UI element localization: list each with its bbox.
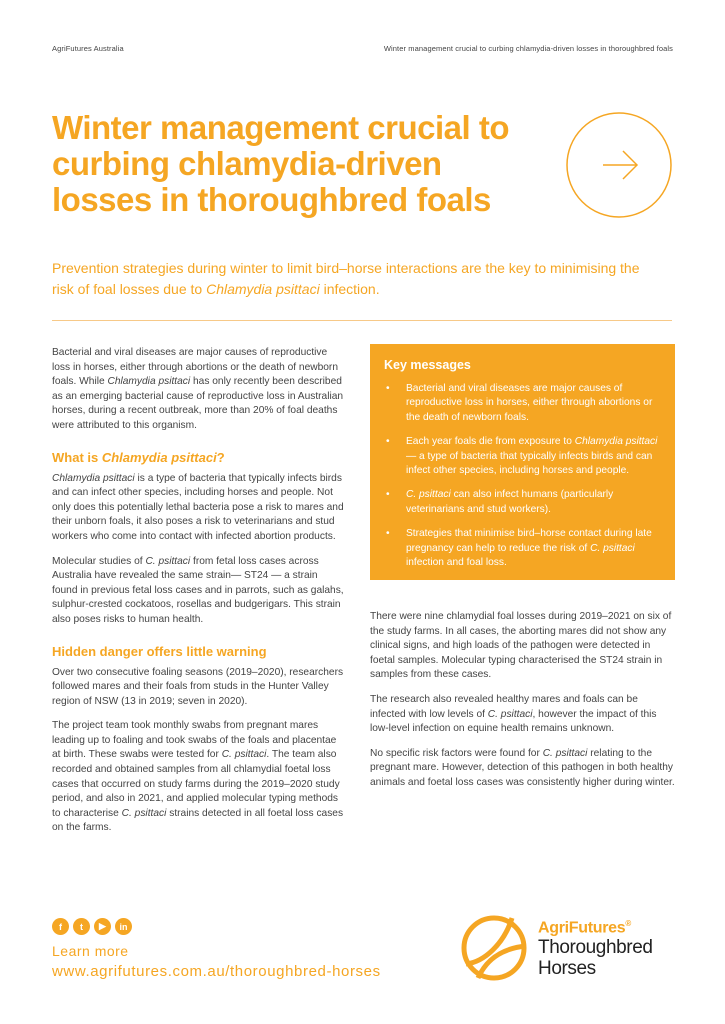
facebook-icon[interactable]: f [52,918,69,935]
header-publisher: AgriFutures Australia [52,44,124,53]
molecular-paragraph: Molecular studies of C. psittaci from fetal loss cases across Australia have revealed the same strain— ST24 — a strain found in previous fetal loss cases and in parrots, such as galahs, sulphur-crested cockatoos, rosellas and budgerigars. This strain also poses risks to human health. [52,555,344,625]
logo-line-thoroughbred: Thoroughbred [538,937,653,959]
website-link[interactable]: www.agrifutures.com.au/thoroughbred-horses [52,963,381,980]
arrow-right-icon [565,111,673,219]
risk-factors-paragraph: No specific risk factors were found for C. psittaci relating to the pregnant mare. However, detection of this pathogen in both healthy animals and foetal loss cases was consistently higher during winter. [370,747,675,788]
youtube-icon[interactable]: ▶ [94,918,111,935]
healthy-mares-paragraph: The research also revealed healthy mares and foals can be infected with low levels of C. psittaci, however the impact of this low-level infection on equine health remains unknown. [370,693,657,735]
key-messages-list [384,382,661,570]
subtitle: Prevention strategies during winter to limit bird–horse interactions are the key to minimising the risk of foal losses due to Chlamydia psittaci infection. [52,260,640,297]
logo-line-horses: Horses [538,958,596,980]
logo-line-agrifutures: AgriFutures® [538,919,631,937]
definition-paragraph: Chlamydia psittaci is a type of bacteria that typically infects birds and can infect other species, including horses and people. Not only does this potentially lethal bacteria pose a risk to mares and their unborn foals, it also poses a risk to veterinarians and stud workers who come into contact with infected abortion products. [52,472,344,542]
page-title: Winter management crucial to curbing chlamydia-driven losses in thoroughbred foals [52,109,509,218]
key-message-item: • Strategies that minimise bird–horse contact during late pregnancy can help to reduce the risk of C. psittaci infection and foal loss. [384,527,661,570]
foal-losses-paragraph: There were nine chlamydial foal losses during 2019–2021 on six of the study farms. In all cases, the aborting mares did not show any clinical signs, and high loads of the pathogen were detected in foetal samples. Molecular typing characterised the ST24 strain in samples from these cases. [370,611,672,681]
social-links [52,918,132,935]
learn-more-label: Learn more [52,943,129,959]
project-paragraph: The project team took monthly swabs from pregnant mares leading up to foaling and took swabs of the foals and placentae at birth. These swabs were tested for C. psittaci. The team also recorded and obtained samples from all chlamydial foetal loss cases that occurred on study farms during the 2019–2020 study period, and also in 2021, and applied molecular typing methods to characterise C. psittaci strains detected in all foetal loss cases on the farms. [52,720,344,834]
agrifutures-logo-icon [458,912,530,984]
header-running-title: Winter management crucial to curbing chlamydia-driven losses in thoroughbred foals [383,44,673,53]
heading-what-is: What is Chlamydia psittaci? [52,449,225,465]
key-message-item: • C. psittaci can also infect humans (particularly veterinarians and stud workers). [384,488,661,517]
seasons-paragraph: Over two consecutive foaling seasons (2019–2020), researchers followed mares and their foals from studs in the Hunter Valley region of NSW (13 in 2019; seven in 2020). [52,666,344,707]
logo-wordmark [538,915,653,979]
intro-paragraph: Bacterial and viral diseases are major causes of reproductive loss in horses, either through abortions or the death of newborn foals. While Chlamydia psittaci has only recently been described as an emerging bacterial cause of reproductive loss in Australian horses, during a recent outbreak, more than 20% of foal deaths were attributed to this organism. [52,347,344,431]
key-messages-box [370,344,675,580]
heading-hidden-danger: Hidden danger offers little warning [52,643,267,659]
key-messages-title: Key messages [384,358,471,372]
key-message-item: • Each year foals die from exposure to Chlamydia psittaci — a type of bacteria that typically infects birds and can infect other species, including horses and people. [384,435,661,478]
key-message-item: • Bacterial and viral diseases are major causes of reproductive loss in horses, either through abortions or the death of newborn foals. [384,382,661,425]
twitter-icon[interactable]: t [73,918,90,935]
left-column [52,346,344,846]
linkedin-icon[interactable]: in [115,918,132,935]
divider [52,320,672,321]
right-column [370,610,675,801]
